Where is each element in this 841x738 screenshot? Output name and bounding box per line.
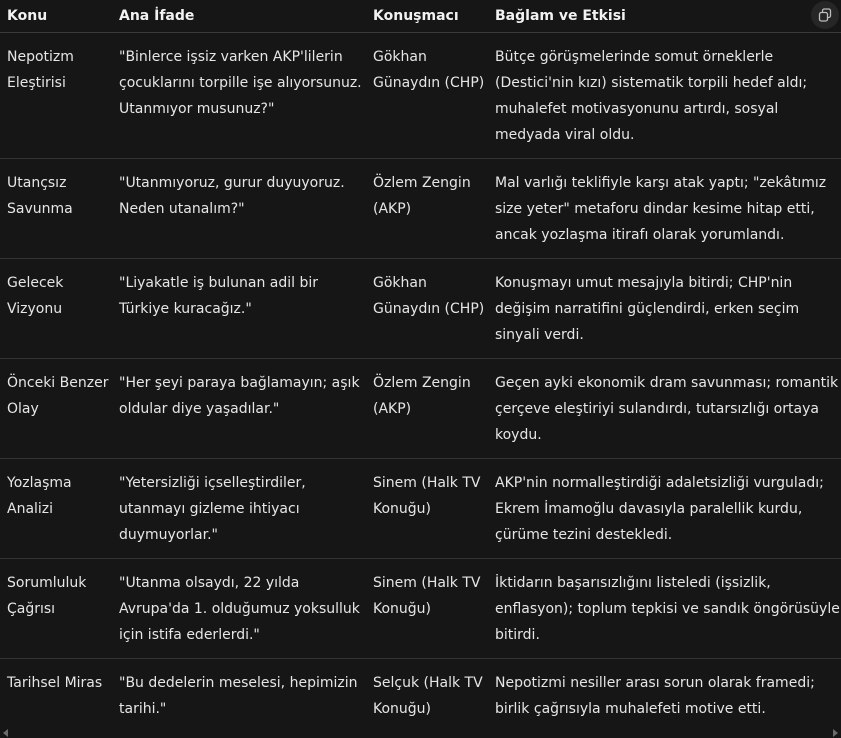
cell-context: İktidarın başarısızlığını listeledi (işsizlik, enflasyon); toplum tepkisi ve sandık öngörüsüyle bitirdi.: [488, 559, 841, 659]
table-row: [0, 559, 841, 659]
table-header-row: [0, 0, 841, 33]
table-row: [0, 159, 841, 259]
cell-topic: Tarihsel Miras: [7, 675, 103, 691]
table-body: [0, 33, 841, 733]
cell-quote: "Utanma olsaydı, 22 yılda Avrupa'da 1. olduğumuz yoksulluk için istifa ederlerdi.": [112, 559, 366, 659]
table-row: [0, 359, 841, 459]
cell-quote: "Yetersizliği içselleştirdiler, utanmayı gizleme ihtiyacı duymuyorlar.": [112, 459, 366, 559]
horizontal-scrollbar[interactable]: [0, 726, 841, 738]
cell-speaker: Özlem Zengin (AKP): [366, 159, 488, 259]
table-row: [0, 259, 841, 359]
cell-speaker: Özlem Zengin (AKP): [366, 359, 488, 459]
cell-speaker: Sinem (Halk TV Konuğu): [366, 459, 488, 559]
table-header: [0, 0, 841, 33]
cell-topic: Gelecek Vizyonu: [0, 259, 112, 359]
table-row: [0, 459, 841, 559]
cell-speaker: Selçuk (Halk TV Konuğu): [373, 675, 483, 717]
cell-context: Konuşmayı umut mesajıyla bitirdi; CHP'nin değişim narratifini güçlendirdi, erken seçim sinyali verdi.: [488, 259, 841, 359]
cell-speaker: Gökhan Günaydın (CHP): [366, 33, 488, 159]
cell-topic: Nepotizm Eleştirisi: [0, 33, 112, 159]
scroll-right-icon[interactable]: [833, 729, 838, 737]
cell-context: Bütçe görüşmelerinde somut örneklerle (Destici'nin kızı) sistematik torpili hedef aldı; muhalefet motivasyonunu artırdı, sosyal medyada viral oldu.: [488, 33, 841, 159]
cell-quote: "Liyakatle iş bulunan adil bir Türkiye kuracağız.": [112, 259, 366, 359]
cell-quote: "Utanmıyoruz, gurur duyuyoruz. Neden utanalım?": [112, 159, 366, 259]
copy-table-button[interactable]: [811, 1, 839, 29]
table-row: [0, 659, 841, 733]
cell-context: Nepotizmi nesiller arası sorun olarak framedi; birlik çağrısıyla muhalefeti motive etti.: [495, 675, 815, 717]
cell-context: Mal varlığı teklifiyle karşı atak yaptı; "zekâtımız size yeter" metaforu dindar kesime hitap etti, ancak yozlaşma itirafı olarak yorumlandı.: [488, 159, 841, 259]
cell-quote: "Binlerce işsiz varken AKP'lilerin çocuklarını torpille işe alıyorsunuz. Utanmıyor musunuz?": [112, 33, 366, 159]
cell-quote: "Her şeyi paraya bağlamayın; aşık oldular diye yaşadılar.": [112, 359, 366, 459]
cell-topic: Sorumluluk Çağrısı: [0, 559, 112, 659]
cell-quote: "Bu dedelerin meselesi, hepimizin tarihi.": [119, 675, 358, 717]
table-row: [0, 33, 841, 159]
header-topic: Konu: [0, 0, 112, 33]
cell-topic: Önceki Benzer Olay: [0, 359, 112, 459]
cell-speaker: Gökhan Günaydın (CHP): [366, 259, 488, 359]
scroll-left-icon[interactable]: [3, 729, 8, 737]
cell-topic: Utançsız Savunma: [0, 159, 112, 259]
cell-context: AKP'nin normalleştirdiği adaletsizliği vurguladı; Ekrem İmamoğlu davasıyla paralellik kurdu, çürüme tezini destekledi.: [488, 459, 841, 559]
cell-topic: Yozlaşma Analizi: [0, 459, 112, 559]
cell-speaker: Sinem (Halk TV Konuğu): [366, 559, 488, 659]
header-quote: Ana İfade: [112, 0, 366, 33]
header-speaker: Konuşmacı: [366, 0, 488, 33]
copy-icon: [818, 8, 832, 22]
header-context: Bağlam ve Etkisi: [488, 0, 841, 33]
cell-context: Geçen ayki ekonomik dram savunması; romantik çerçeve eleştiriyi sulandırdı, tutarsızlığı ortaya koydu.: [488, 359, 841, 459]
